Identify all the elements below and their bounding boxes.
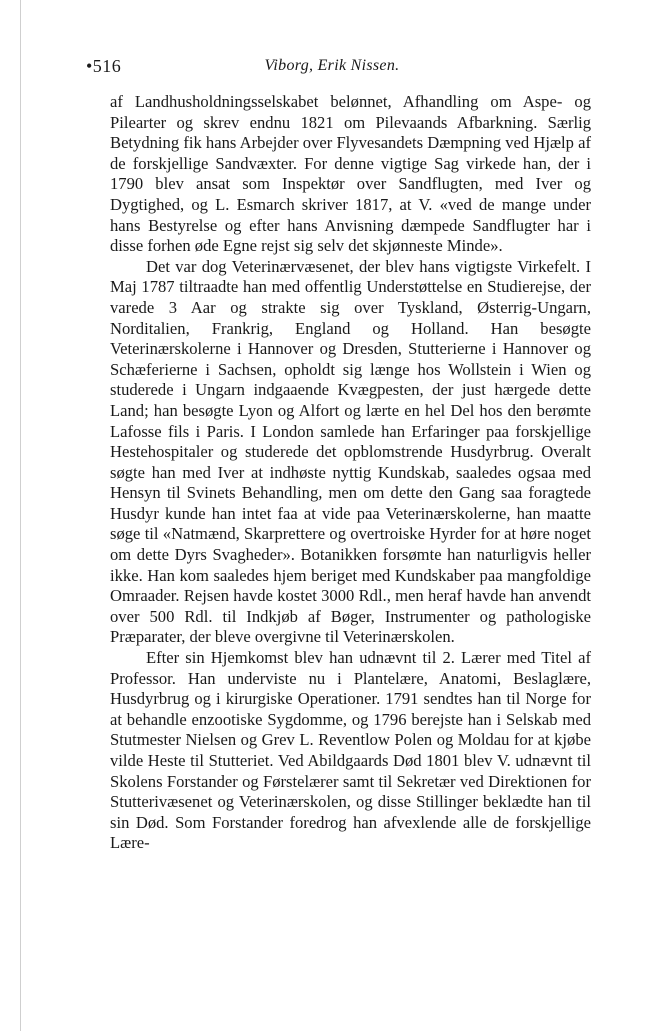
paragraph-1: af Landhusholdningsselskabet belønnet, Afhandling om Aspe- og Pilearter og skrev endnu 1821 om Pilevaands Afbarkning. Særlig Betydning fik hans Arbejder over Flyvesandets Dæmpning ved Hjælp af de forskjellige Sandvæxter. For denne vigtige Sag virkede han, der i 1790 blev ansat som Inspektør over Sandflugten, med Iver og Dygtighed, og L. Esmarch skriver 1817, at V. «ved de mange under hans Bestyrelse og efter hans Anvisning dæmpede Sandflugter har i disse forhen øde Egne rejst sig selv det skjønneste Minde». <box>110 92 591 256</box>
page-edge-line <box>20 0 21 1031</box>
body-text <box>110 92 591 854</box>
paragraph-2: Det var dog Veterinærvæsenet, der blev hans vigtigste Virkefelt. I Maj 1787 tiltraadte han med offentlig Understøttelse en Studierejse, der varede 3 Aar og strakte sig over Tyskland, Østerrig-Ungarn, Norditalien, Frankrig, England og Holland. Han besøgte Veterinærskolerne i Hannover og Dresden, Stutterierne i Hannover og Schæferierne i Sachsen, opholdt sig længe hos Wollstein i Wien og studerede i Ungarn indgaaende Kvægpesten, der just hærgede dette Land; han besøgte Lyon og Alfort og lærte en hel Del hos den berømte Lafosse fils i Paris. I London samlede han Erfaringer paa forskjellige Hestehospitaler og studerede det opblomstrende Husdyrbrug. Overalt søgte han med Iver at indhøste nyttig Kundskab, saaledes ogsaa med Hensyn til Svinets Behandling, men om dette den Gang saa foragtede Husdyr kunde han intet faa at vide paa Veterinærskolerne, han maatte søge til «Natmænd, Skarprettere og overtroiske Hyrder for at høre noget om dette Dyrs Svagheder». Botanikken forsømte han naturligvis heller ikke. Han kom saaledes hjem beriget med Kundskaber paa mangfoldige Omraader. Rejsen havde kostet 3000 Rdl., men heraf havde han anvendt over 500 Rdl. til Indkjøb af Bøger, Instrumenter og pathologiske Præparater, der bleve overgivne til Veterinærskolen. <box>110 256 591 647</box>
page-number: •516 <box>86 56 122 76</box>
paragraph-3: Efter sin Hjemkomst blev han udnævnt til 2. Lærer med Titel af Professor. Han underviste nu i Plantelære, Anatomi, Beslaglære, Husdyrbrug og i kirurgiske Operationer. 1791 sendtes han til Norge for at behandle enzootiske Sygdomme, og 1796 berejste han i Selskab med Stutmester Nielsen og Grev L. Reventlow Polen og Moldau for at kjøbe vilde Heste til Stutteriet. Ved Abildgaards Død 1801 blev V. udnævnt til Skolens Forstander og Førstelærer samt til Sekretær ved Direktionen for Stutterivæsenet og Veterinærskolen, og disse Stillinger beklædte han til sin Død. Som Forstander foredrog han afvexlende alle de forskjellige Lære- <box>110 648 591 853</box>
running-head: Viborg, Erik Nissen. <box>264 57 400 74</box>
